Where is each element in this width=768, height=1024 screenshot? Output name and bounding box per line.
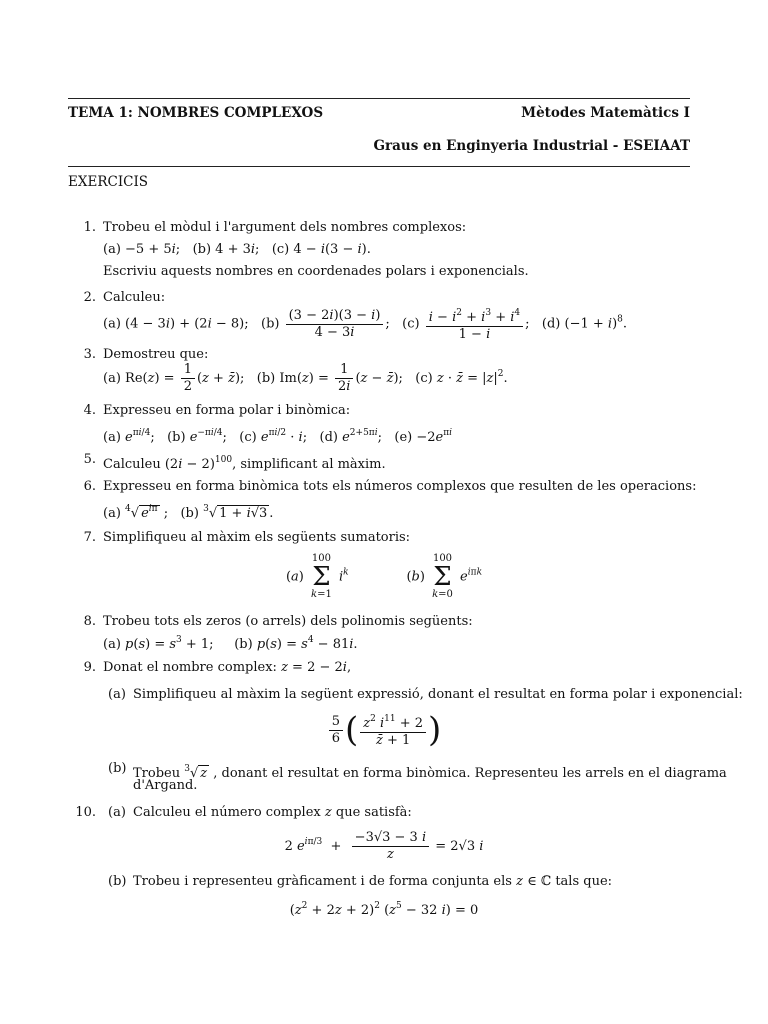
exercise-1-note: Escriviu aquests nombres en coordenades polars i exponencials.	[103, 264, 529, 279]
exercise-number: 4.	[83, 403, 96, 418]
exercise-number: 2.	[83, 290, 96, 305]
exercise-text: Expresseu en forma polar i binòmica:	[103, 403, 351, 418]
exercise-4-parts: (a) $e^{\pi i/4}$; (b) $e^{-\pi i/4}$; (c) $e^{\pi i/2} \cdot i$; (d) $e^{2+5\pi i}$; $(e) -2e^{\pi i}$	[103, 428, 453, 445]
exercise-9b-text-2: d'Argand.	[133, 778, 198, 793]
exercise-text: Trobeu tots els zeros (o arrels) dels polinomis següents:	[103, 614, 473, 629]
header-title-right: Mètodes Matemàtics I	[521, 105, 690, 121]
exercise-number: 1.	[83, 220, 96, 235]
exercise-number: 3.	[83, 347, 96, 362]
exercise-number: 5.	[83, 452, 96, 467]
exercise-9b-text: Trobeu $^3$√ z , donant el resultat en forma binòmica. Representeu les arrels en el diagrama	[133, 764, 727, 781]
exercise-2-parts: (a) (4 − 3i) + (2i − 8); (b) $\frac{(3 - 2i)(3 - i)}{4 - 3i}$ ; (c) $\frac{i - i^2 + i^3 + i^4}{1 - i}$ ; (d) $(-1 + i)^8$.	[103, 305, 627, 343]
exercise-9a-text: Simplifiqueu al màxim la següent expressió, donant el resultat en forma polar i exponencial:	[133, 687, 743, 702]
exercise-8-parts: (a) $p(s) = s^3 + 1$; (b) $p(s) = s^4 - 81i$.	[103, 635, 358, 652]
exercise-text: Simplifiqueu al màxim els següents sumatoris:	[103, 530, 411, 545]
exercise-9b-label: (b)	[108, 761, 127, 776]
exercise-9a-expression: $\frac{5}{6}$ ( $\frac{z^2 i^{11} + 2}{z̄ + 1}$ )	[0, 710, 768, 750]
exercise-text: Demostreu que:	[103, 347, 209, 362]
exercise-number: 10.	[75, 805, 96, 820]
exercise-text: Calculeu:	[103, 290, 166, 305]
exercise-10b-equation: $(z^2 + 2z + 2)^2$ ($z^5 - 32$ i) = 0	[289, 901, 479, 918]
exercise-10b-desc: Trobeu i representeu gràficament i de forma conjunta els	[133, 874, 512, 889]
exercise-10a-equation: 2 $e^{i\pi/3}$ + $\frac{-3√3 - 3 i}{z}$ = 2√3 i	[284, 830, 484, 862]
exercise-text: Expresseu en forma binòmica tots els números complexos que resulten de les operacions:	[103, 479, 697, 494]
exercise-number: 9.	[83, 660, 96, 675]
exercise-5-formula: Calculeu $(2i - 2)^{100}$, simplificant al màxim.	[103, 455, 386, 472]
header-title-left: TEMA 1: NOMBRES COMPLEXOS	[68, 105, 324, 121]
exercise-number: 6.	[83, 479, 96, 494]
exercise-9b-desc: , donant el resultat en forma binòmica. Representeu les arrels en el diagrama	[213, 766, 727, 781]
exercise-text: Donat el nombre complex:	[103, 660, 277, 675]
exercise-text: , simplificant al màxim.	[232, 457, 386, 472]
section-heading: EXERCICIS	[68, 174, 149, 190]
exercise-10a-text: Calculeu el número complex z que satisfà:	[133, 805, 412, 820]
exercise-number: 8.	[83, 614, 96, 629]
exercise-1-parts: (a) −5 + 5i; (b) 4 + 3i; (c) 4 − i(3 − i).	[103, 242, 371, 257]
header-rule	[68, 166, 690, 167]
exercise-3-parts: (a) Re(z) = $\frac{1}{2}$ (z + z̄); (b) Im(z) = $\frac{1}{2i}$ (z − z̄); (c) z · z̄ = $|z|^2$.	[103, 362, 508, 394]
exercise-number: 7.	[83, 530, 96, 545]
exercise-10a-label: (a)	[108, 805, 126, 820]
exercise-9-intro: Donat el nombre complex: z = 2 − 2i,	[103, 660, 352, 675]
exercise-10a-desc-2: que satisfà:	[335, 805, 412, 820]
top-rule	[68, 98, 690, 99]
header-subtitle: Graus en Enginyeria Industrial - ESEIAAT	[373, 138, 690, 154]
exercise-7-sums: (a) 100 Σ k=1 $i^k$ (b) 100 Σ k=0 $e^{i\pi k}$	[285, 553, 483, 600]
exercise-text: Trobeu el mòdul i l'argument dels nombres complexos:	[103, 220, 467, 235]
exercise-10b-text: Trobeu i representeu gràficament i de forma conjunta els z ∈ ℂ tals que:	[133, 874, 613, 889]
exercise-10a-desc: Calculeu el número complex	[133, 805, 321, 820]
exercise-9a-label: (a)	[108, 687, 126, 702]
exercise-10b-label: (b)	[108, 874, 127, 889]
exercise-6-parts: (a) $^4$√ $e^{i\pi}$ ; (b) $^3$√ 1 + i√3 .	[103, 504, 274, 521]
